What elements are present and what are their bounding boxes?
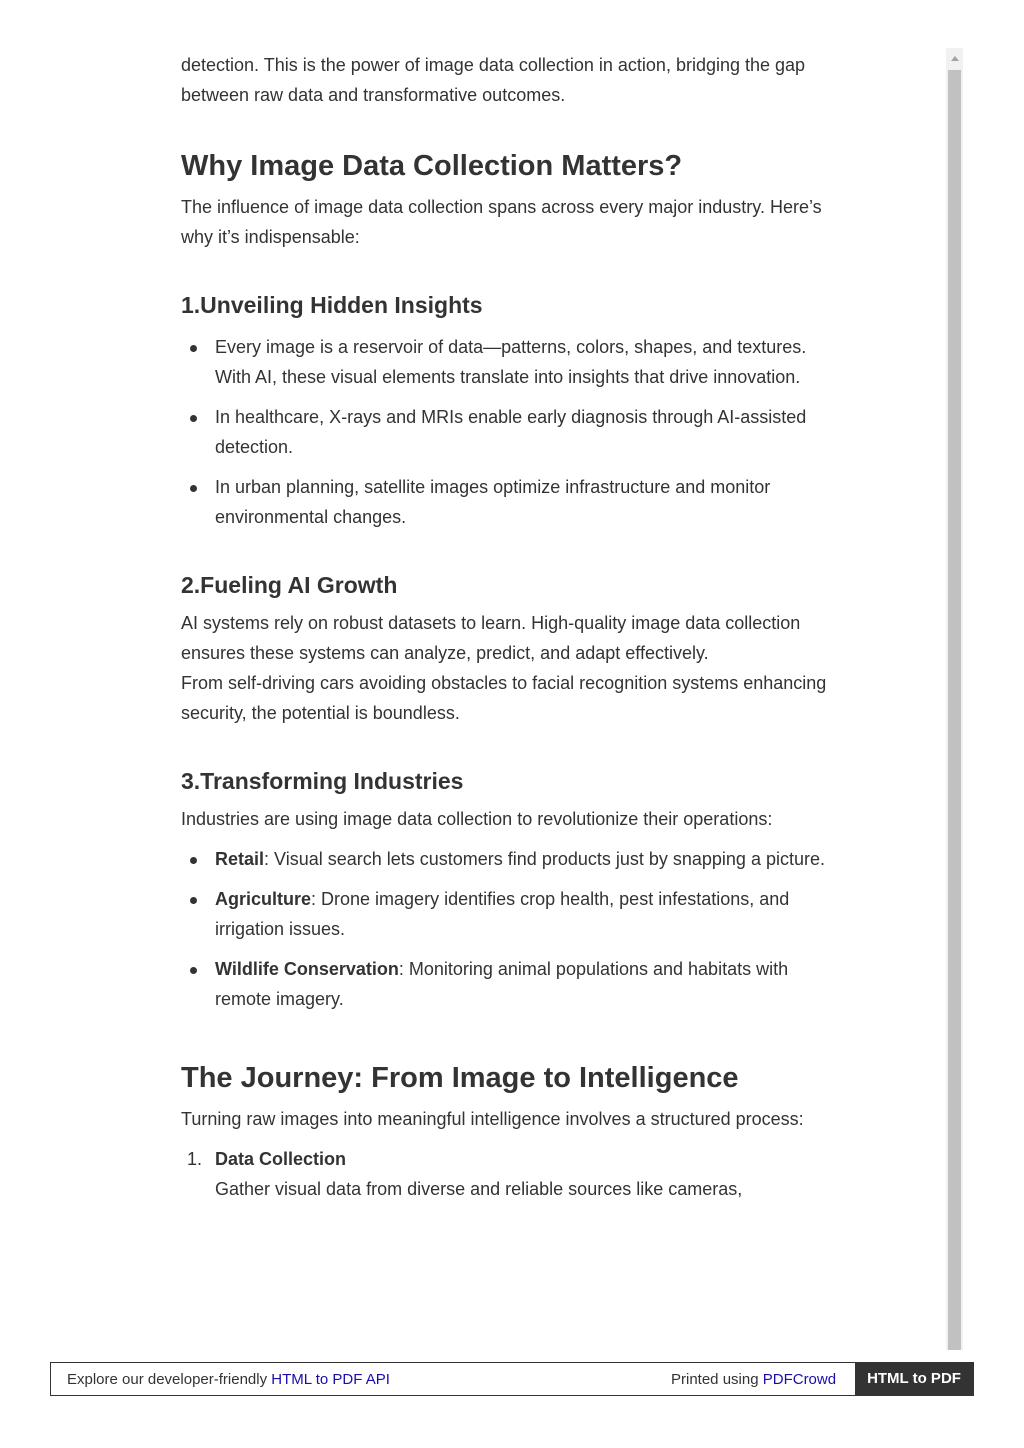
list-item: Every image is a reservoir of data—patterns, colors, shapes, and textures. With AI, these visual elements translate into insights that drive innovation. — [215, 332, 845, 392]
list-item: Agriculture: Drone imagery identifies crop health, pest infestations, and irrigation issues. — [215, 884, 845, 944]
section-2-paragraph-2: From self-driving cars avoiding obstacles to facial recognition systems enhancing security, the potential is boundless. — [181, 673, 827, 723]
section-3-heading: 3.Transforming Industries — [181, 768, 464, 794]
bullet-icon — [190, 897, 197, 904]
list-item: In urban planning, satellite images optimize infrastructure and monitor environmental changes. — [215, 472, 845, 532]
list-item: 1. Data Collection Gather visual data from diverse and reliable sources like cameras, — [187, 1149, 743, 1199]
section-3-list — [181, 844, 845, 1014]
section-2-heading: 2.Fueling AI Growth — [181, 572, 398, 598]
scroll-thumb[interactable] — [948, 70, 961, 1350]
footer-printed-text: Printed using PDFCrowd — [671, 1371, 837, 1388]
footer-left-text: Explore our developer-friendly HTML to PDF API — [67, 1371, 390, 1388]
bullet-icon — [190, 857, 197, 864]
bullet-icon — [190, 415, 197, 422]
list-item: Wildlife Conservation: Monitoring animal populations and habitats with remote imagery. — [215, 954, 845, 1014]
section-2-paragraph-1: AI systems rely on robust datasets to learn. High-quality image data collection ensures these systems can analyze, predict, and adapt effectively. — [181, 613, 801, 663]
pdfcrowd-link[interactable]: PDFCrowd — [762, 1371, 837, 1388]
why-heading: Why Image Data Collection Matters? — [181, 150, 683, 182]
pdfcrowd-footer — [50, 1362, 974, 1396]
bullet-icon — [190, 345, 197, 352]
journey-heading: The Journey: From Image to Intelligence — [181, 1062, 739, 1094]
why-paragraph: The influence of image data collection spans across every major industry. Here’s why it’s indispensable: — [181, 197, 822, 247]
list-item: Retail: Visual search lets customers find products just by snapping a picture. — [215, 844, 845, 874]
journey-steps — [181, 1144, 845, 1204]
bullet-icon — [190, 485, 197, 492]
arrow-up-icon — [951, 56, 959, 61]
article-content — [181, 50, 845, 1214]
scroll-up-button[interactable] — [946, 48, 963, 68]
bullet-icon — [190, 967, 197, 974]
section-3-paragraph: Industries are using image data collection to revolutionize their operations: — [181, 809, 773, 829]
section-1-heading: 1.Unveiling Hidden Insights — [181, 292, 483, 318]
html-to-pdf-api-link[interactable]: HTML to PDF API — [271, 1371, 390, 1388]
list-item: In healthcare, X-rays and MRIs enable early diagnosis through AI-assisted detection. — [215, 402, 845, 462]
journey-paragraph: Turning raw images into meaningful intelligence involves a structured process: — [181, 1109, 804, 1129]
vertical-scrollbar[interactable] — [946, 48, 963, 1350]
intro-paragraph: detection. This is the power of image data collection in action, bridging the gap between raw data and transformative outcomes. — [181, 55, 806, 105]
html-to-pdf-button[interactable]: HTML to PDF — [855, 1363, 973, 1395]
section-1-list — [181, 332, 845, 532]
